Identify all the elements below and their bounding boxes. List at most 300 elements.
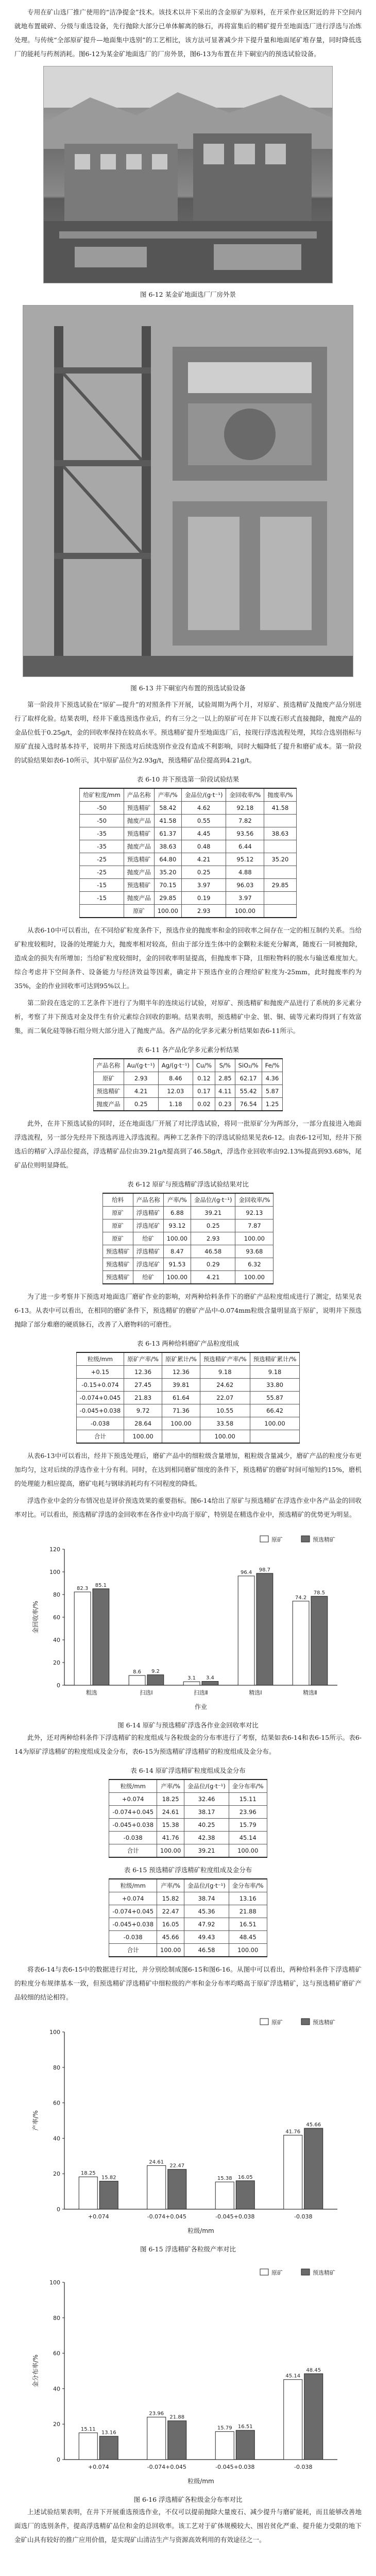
table-6-14 <box>109 1779 267 1858</box>
x-axis-label: 作业 <box>194 1703 208 1710</box>
table-cell: 100.00 <box>250 1417 300 1430</box>
table-cell: 浮选精矿 <box>133 1245 163 1258</box>
table-row <box>76 1404 300 1417</box>
table-cell: 27.45 <box>124 1379 162 1392</box>
table-cell: 28.64 <box>124 1417 162 1430</box>
table-cell: 100.00 <box>163 1271 191 1284</box>
chart-container <box>14 2011 362 2238</box>
table-cell: 38.17 <box>184 1806 229 1819</box>
table-cell: 39.21 <box>191 1207 235 1219</box>
column-header: 产品名称 <box>93 1059 124 1072</box>
table-cell: 合计 <box>76 1430 124 1444</box>
table-cell: -0.074+0.045 <box>109 1806 157 1819</box>
data-label: 15.38 <box>217 2176 232 2182</box>
table-cell: 9.18 <box>200 1366 250 1379</box>
y-tick-label: 80 <box>53 2314 60 2321</box>
table-cell: 38.74 <box>184 1892 229 1905</box>
x-tick-label: -0.045+0.038 <box>215 2213 255 2220</box>
y-tick-label: 0 <box>57 1682 60 1689</box>
plant-exterior-illustration <box>44 66 332 283</box>
bar-series-b <box>236 2181 254 2209</box>
table-cell: 15.38 <box>157 1819 184 1832</box>
chart-container <box>14 1529 362 1714</box>
table-row <box>109 1931 267 1944</box>
table-cell: 预选精矿 <box>102 1271 133 1284</box>
table-cell: 39.81 <box>162 1379 200 1392</box>
figure-caption: 图 6-13 井下硐室内布置的预选试验设备 <box>130 684 246 692</box>
table-cell: 33.80 <box>250 1379 300 1392</box>
table-cell <box>264 840 296 853</box>
y-tick-label: 40 <box>53 2135 60 2142</box>
legend-label: 预选精矿 <box>313 2269 335 2276</box>
table-cell: 6.88 <box>163 1207 191 1219</box>
y-axis-label: 金分布率/% <box>32 2354 39 2387</box>
bar-series-a <box>147 2165 166 2209</box>
table-cell: 21.88 <box>229 1905 267 1918</box>
table-row <box>80 879 296 892</box>
y-tick-label: 60 <box>53 1614 60 1621</box>
table-cell: 抛废产品 <box>124 815 154 827</box>
table-cell: 29.85 <box>264 879 296 892</box>
table-cell: 24.61 <box>157 1806 184 1819</box>
x-tick-label: -0.074+0.045 <box>147 2213 186 2220</box>
table-cell: 100.00 <box>157 1844 184 1858</box>
paragraph: 从表6-13中可以看出，经井下预选处理后，磨矿产品中的细粒级含量增加，粗粒级含量减少，磨矿产品的粒度分布更加均匀，这对后续的浮选作业十分有利。同时，在达到相同磨矿细度的条件下，预选精矿的磨矿时间可缩短约15%，磨机的处理能力相应提高，磨矿电耗与钢球消耗均有不同程度的降低。 <box>14 1452 362 1487</box>
table-cell: 9.18 <box>250 1366 300 1379</box>
table-cell: 4.21 <box>181 853 226 866</box>
data-label: 82.3 <box>76 1585 89 1591</box>
table-row <box>102 1245 274 1258</box>
column-header: S/% <box>215 1059 235 1072</box>
table-cell: +0.15 <box>76 1366 124 1379</box>
y-tick-label: 60 <box>53 2350 60 2357</box>
table-cell: 8.46 <box>158 1072 193 1085</box>
table-cell: 原矿 <box>93 1072 124 1085</box>
column-header: 原矿产率/% <box>124 1352 162 1366</box>
table-cell: 48.45 <box>229 1931 267 1944</box>
table-row <box>93 1072 283 1085</box>
table-header-row <box>93 1059 283 1072</box>
table-cell: -0.038 <box>109 1832 157 1844</box>
table-cell: -35 <box>80 827 124 840</box>
data-label: 21.88 <box>169 2414 185 2420</box>
table-cell: 0.29 <box>191 1258 235 1271</box>
table-cell: 100.00 <box>235 1232 274 1245</box>
table-cell: 64.80 <box>154 853 181 866</box>
table-cell: 原矿 <box>102 1219 133 1232</box>
table-cell: -0.074+0.045 <box>109 1905 157 1918</box>
table-cell: 抛废产品 <box>124 840 154 853</box>
table-cell: 40.25 <box>184 1819 229 1832</box>
table-cell <box>250 1430 300 1444</box>
column-header: 金品位/(g·t⁻¹) <box>184 1780 229 1793</box>
table-cell: 给矿 <box>133 1271 163 1284</box>
table-cell: 0.25 <box>191 1219 235 1232</box>
y-tick-label: 20 <box>53 1659 60 1666</box>
x-tick-label: -0.045+0.038 <box>215 2464 255 2470</box>
table-body <box>109 1793 267 1858</box>
table-row <box>76 1366 300 1379</box>
table-caption: 表 6-12 原矿与预选精矿浮选试验结果对比 <box>127 1180 249 1188</box>
y-tick-label: 120 <box>49 1546 60 1553</box>
table-cell: 合计 <box>109 1944 157 1957</box>
table-cell: 100.00 <box>157 1944 184 1957</box>
figure-caption: 图 6-16 浮选精矿各粒级金分布率对比 <box>133 2496 243 2503</box>
table-cell: -25 <box>80 853 124 866</box>
y-tick-label: 100 <box>49 2029 60 2036</box>
table-cell: 抛废产品 <box>124 892 154 905</box>
y-tick-label: 0 <box>57 2456 60 2463</box>
table-caption: 表 6-13 两种给料磨矿产品粒度组成 <box>136 1340 240 1347</box>
table-row <box>102 1207 274 1219</box>
table-cell: 浮选尾矿 <box>133 1219 163 1232</box>
table-cell: 35.20 <box>154 866 181 879</box>
table-cell <box>162 1430 200 1444</box>
table-cell: 55.87 <box>250 1392 300 1404</box>
data-label: 22.47 <box>169 2163 185 2169</box>
paragraph: 上述试验结果表明，在井下开展重选预选作业，不仅可以提前抛除大量废石、减少提升与磨矿能耗，而且能够改善地面选厂的选别条件，提高浮选精矿品位和金的总回收率。该工艺对于矿体规模较大、围岩贫化严重、提升能力受限的地下金矿山具有较好的推广应用价值，是实现矿山清洁生产与资源高效利用的有效途径之一。 <box>14 2508 362 2544</box>
x-tick-label: -0.074+0.045 <box>147 2464 186 2470</box>
table-cell: 浮选精矿 <box>133 1207 163 1219</box>
table-cell: 8.47 <box>163 1245 191 1258</box>
table-cell: 预选精矿 <box>102 1245 133 1258</box>
table-cell: -0.074+0.045 <box>76 1392 124 1404</box>
chart-6-15 <box>28 2011 348 2238</box>
table-cell: 100.00 <box>229 1944 267 1957</box>
data-label: 45.14 <box>285 2373 301 2379</box>
table-cell: 91.53 <box>163 1258 191 1271</box>
column-header: Cu/% <box>193 1059 215 1072</box>
legend-swatch <box>260 1536 268 1542</box>
table-cell: 22.47 <box>157 1905 184 1918</box>
column-header: 预选精矿累计/% <box>250 1352 300 1366</box>
table-caption: 表 6-10 井下预选第一阶段试验结果 <box>136 775 240 783</box>
table-cell: 2.93 <box>181 905 226 918</box>
data-label: 16.05 <box>237 2174 253 2180</box>
column-header: Au/(g·t⁻¹) <box>124 1059 158 1072</box>
table-cell: 2.85 <box>215 1072 235 1085</box>
table-cell: -35 <box>80 840 124 853</box>
table-cell: 预选精矿 <box>124 879 154 892</box>
table-row <box>80 827 296 840</box>
column-header: 粒级/mm <box>76 1352 124 1366</box>
y-tick-label: 0 <box>57 2206 60 2213</box>
paragraph: 专用在矿山选厂推广使用的“洁净提金”技术。该技术以井下采出的含金原矿为原料，在开采作业区附近的井下空间内就地布置破碎、分级与重选设备，先行抛除大部分已单体解离的脉石，再将富集后的精矿提升至地面选厂进行浮选与冶炼处理。与传统“全部原矿提升—地面集中选别”的工艺相比，该方法可显著减少井下提升量和地面尾矿堆存量，同时降低选厂的能耗与药剂消耗。图6-12为某金矿地面选厂的厂房外景，图6-13为布置在井下硐室内的预选试验设备。 <box>14 8 362 58</box>
data-label: 3.1 <box>187 1675 196 1682</box>
bar-series-b <box>99 2436 118 2460</box>
column-header: 金回收率/% <box>235 1193 274 1207</box>
bar-series-a <box>215 2432 234 2460</box>
data-label: 15.79 <box>217 2425 232 2431</box>
table-body <box>80 802 296 918</box>
table-cell: 24.62 <box>200 1379 250 1392</box>
underground-equipment-illustration <box>23 306 353 676</box>
column-header: 产率/% <box>157 1879 184 1892</box>
table-cell: 4.45 <box>181 827 226 840</box>
table-cell: 抛废产品 <box>93 1098 124 1111</box>
table-cell: 41.58 <box>154 815 181 827</box>
table-body <box>102 1207 274 1284</box>
table-cell: 给矿 <box>133 1232 163 1245</box>
table-cell: 55.42 <box>235 1085 262 1098</box>
table-cell: 76.54 <box>235 1098 262 1111</box>
table-cell: 39.21 <box>184 1844 229 1858</box>
table-cell: 9.72 <box>124 1404 162 1417</box>
table-cell <box>264 905 296 918</box>
table-row <box>80 802 296 815</box>
table-row <box>102 1271 274 1284</box>
table-cell: 6.32 <box>235 1258 274 1271</box>
column-header: 预选精矿产率/% <box>200 1352 250 1366</box>
data-label: 9.2 <box>151 1668 160 1674</box>
chart-6-16 <box>28 2262 348 2488</box>
table-cell: 46.58 <box>184 1944 229 1957</box>
data-label: 85.1 <box>95 1582 107 1588</box>
x-tick-label: 扫选Ⅱ <box>194 1689 208 1696</box>
table-row <box>80 892 296 905</box>
table-cell: 18.25 <box>157 1793 184 1806</box>
legend-swatch <box>301 1536 310 1542</box>
column-header: 金分布率/% <box>229 1879 267 1892</box>
legend-label: 原矿 <box>271 1536 283 1543</box>
table-cell: 4.21 <box>124 1085 158 1098</box>
table-row <box>109 1819 267 1832</box>
table-cell: -0.045+0.038 <box>76 1404 124 1417</box>
table-row <box>102 1219 274 1232</box>
table-cell: 92.18 <box>226 802 264 815</box>
table-6-12 <box>102 1193 274 1284</box>
table-cell: 0.48 <box>181 840 226 853</box>
x-axis-label: 粒级/mm <box>187 2227 214 2234</box>
table-cell: 4.62 <box>181 802 226 815</box>
bar-series-a <box>284 2135 302 2209</box>
table-row <box>109 1832 267 1844</box>
table-cell: 38.63 <box>154 840 181 853</box>
table-cell: -0.038 <box>76 1417 124 1430</box>
data-label: 24.61 <box>149 2159 164 2165</box>
y-tick-label: 100 <box>49 1569 60 1575</box>
table-cell: 33.58 <box>200 1417 250 1430</box>
table-header-row <box>76 1352 300 1366</box>
table-cell: 4.88 <box>226 866 264 879</box>
x-tick-label: 粗选 <box>86 1689 97 1696</box>
table-cell: 71.36 <box>162 1404 200 1417</box>
legend-swatch <box>260 2269 268 2275</box>
table-cell: 0.55 <box>181 815 226 827</box>
data-label: 48.45 <box>306 2367 321 2374</box>
column-header: 金品位/(g·t⁻¹) <box>181 788 226 802</box>
legend-swatch <box>301 2019 310 2025</box>
table-header-row <box>102 1193 274 1207</box>
table-6-10 <box>79 788 296 918</box>
chart-6-14 <box>28 1529 348 1714</box>
figure-6-13 <box>14 305 362 693</box>
table-cell: 12.36 <box>162 1366 200 1379</box>
bar-series-a <box>284 2380 302 2460</box>
data-label: 45.66 <box>306 2122 321 2128</box>
figure-caption: 图 6-12 某金矿地面选厂厂房外景 <box>140 291 236 298</box>
table-cell: 32.46 <box>184 1793 229 1806</box>
table-cell: 2.93 <box>124 1072 158 1085</box>
table-cell: 12.36 <box>124 1366 162 1379</box>
table-cell: 16.51 <box>229 1918 267 1931</box>
table-row <box>80 840 296 853</box>
table-cell: 原矿 <box>102 1207 133 1219</box>
table-cell: 45.66 <box>157 1931 184 1944</box>
table-cell: 61.37 <box>154 827 181 840</box>
underground-equipment-photo <box>23 305 353 677</box>
table-cell: 0.19 <box>181 892 226 905</box>
table-cell: -0.045+0.038 <box>109 1819 157 1832</box>
column-header: 金分布率/% <box>229 1780 267 1793</box>
data-label: 74.2 <box>295 1595 307 1601</box>
table-cell: 70.15 <box>154 879 181 892</box>
bar-series-a <box>79 2177 97 2209</box>
column-header: 给料 <box>102 1193 133 1207</box>
table-cell: 15.79 <box>229 1819 267 1832</box>
figure-6-12 <box>14 66 362 300</box>
column-header: Ag/(g·t⁻¹) <box>158 1059 193 1072</box>
y-tick-label: 20 <box>53 2421 60 2428</box>
table-cell <box>80 905 124 918</box>
column-header: 金品位/(g·t⁻¹) <box>191 1193 235 1207</box>
table-row <box>80 866 296 879</box>
bar-series-a <box>129 1675 145 1685</box>
figure-caption: 图 6-15 浮选精矿各粒级产率对比 <box>140 2245 236 2253</box>
table-cell: 合计 <box>109 1844 157 1858</box>
table-cell: 100.00 <box>229 1844 267 1858</box>
table-cell: 1.25 <box>262 1098 283 1111</box>
column-header: 产率/% <box>157 1780 184 1793</box>
paragraph: 第二阶段在选定的工艺条件下进行了为期半年的连续运行试验，对原矿、预选精矿和抛废产品进行了系统的多元素分析，考察了井下预选对金及伴生有价元素综合回收的影响。结果表明，预选精矿中金、银、铜、硫等元素均得到了有效富集，而二氧化硅等脉石组分则大部分进入了抛废产品。各产品的化学多元素分析结果如表6-11所示。 <box>14 999 362 1035</box>
data-label: 3.4 <box>206 1675 214 1681</box>
table-row <box>76 1392 300 1404</box>
data-label: 18.25 <box>80 2171 96 2177</box>
table-cell: 45.36 <box>184 1905 229 1918</box>
paragraph: 第一阶段井下预选试验在“原矿—提升”的对照条件下开展，试验周期为两个月，对原矿、预选精矿及抛废产品分别进行了取样化验。结果表明，经井下重选预选作业后，约有三分之一以上的原矿可在井下以废石形式直接抛除，抛废产品的金品位低于0.25g/t，金的回收率保持在较高水平。预选精矿提升至地面选厂后，按现行浮选流程处理，其综合选别指标与原矿直接入选时基本持平，说明井下预选对后续选别作业没有造成不利影响，同时大幅降低了提升和磨矿成本。第一阶段的试验结果如表6-10所示，其中原矿品位为2.93g/t，预选精矿品位提高到4.21g/t。 <box>14 701 362 764</box>
bar-series-b <box>304 2128 323 2209</box>
table-cell <box>264 866 296 879</box>
x-tick-label: 扫选Ⅰ <box>140 1689 153 1696</box>
table-cell: 100.00 <box>163 1232 191 1245</box>
column-header: 产率/% <box>163 1193 191 1207</box>
table-6-11 <box>93 1058 283 1111</box>
table-header-row <box>109 1879 267 1892</box>
y-tick-label: 40 <box>53 1637 60 1643</box>
table-cell: 预选精矿 <box>124 802 154 815</box>
table-row <box>109 1793 267 1806</box>
table-body <box>109 1892 267 1957</box>
x-tick-label: -0.038 <box>294 2464 313 2470</box>
paragraph: 为了进一步考察井下预选对地面选厂磨矿作业的影响，对两种给料条件下的磨矿产品粒度组成进行了测定，结果见表6-13。从表中可以看出，在相同的磨矿条件下，预选精矿的磨矿产品中-0.074mm粒级含量明显高于原矿，说明井下预选抛除了部分难磨的硬质脉石，改善了入磨物料的可磨性。 <box>14 1293 362 1328</box>
table-cell: -0.045+0.038 <box>109 1918 157 1931</box>
table-row <box>102 1232 274 1245</box>
table-cell: 22.07 <box>200 1392 250 1404</box>
table-cell: 93.12 <box>163 1219 191 1232</box>
data-label: 96.4 <box>240 1569 252 1575</box>
table-cell: 100.00 <box>226 905 264 918</box>
table-cell: 66.42 <box>250 1404 300 1417</box>
bar-series-a <box>238 1576 254 1685</box>
legend-label: 原矿 <box>271 2019 283 2026</box>
table-cell: +0.074 <box>109 1793 157 1806</box>
data-label: 41.76 <box>285 2129 301 2135</box>
bar-series-b <box>93 1589 109 1685</box>
table-cell: 100.00 <box>124 1430 162 1444</box>
bar-series-b <box>202 1682 218 1685</box>
table-row <box>76 1417 300 1430</box>
plant-exterior-photo <box>43 66 333 283</box>
table-cell: 0.23 <box>215 1098 235 1111</box>
bar-series-b <box>257 1573 273 1685</box>
y-tick-label: 100 <box>49 2279 60 2286</box>
table-cell <box>264 892 296 905</box>
legend-label: 预选精矿 <box>313 1536 335 1543</box>
table-body <box>93 1072 283 1111</box>
table-cell: -0.038 <box>109 1931 157 1944</box>
table-cell: 13.16 <box>229 1892 267 1905</box>
data-label: 8.6 <box>133 1669 142 1675</box>
legend-label: 预选精矿 <box>313 2019 335 2026</box>
table-cell: 61.64 <box>162 1392 200 1404</box>
table-6-15 <box>109 1878 267 1957</box>
table-cell: 0.25 <box>181 866 226 879</box>
table-header-row <box>109 1780 267 1793</box>
y-tick-label: 40 <box>53 2385 60 2393</box>
paragraph: 此外，在井下预选试验的同时，还在地面选厂开展了对比浮选试验，将同一批原矿分为两部分，一部分直接进入地面浮选流程，另一部分先经井下预选再进入浮选流程。两种工艺条件下的浮选试验结果见表6-12。由表6-12可知，经井下预选后的精矿入浮品位提高，浮选精矿品位由39.21g/t提高到了46.58g/t，浮选作业回收率由92.13%提高到93.68%，尾矿品位则明显降低。 <box>14 1120 362 1169</box>
table-cell: 100.00 <box>200 1430 250 1444</box>
table-cell: 16.05 <box>157 1918 184 1931</box>
table-cell: 21.83 <box>124 1392 162 1404</box>
table-cell: 15.82 <box>157 1892 184 1905</box>
table-row <box>109 1944 267 1957</box>
figure-caption: 图 6-14 原矿与预选精矿浮选各作业金回收率对比 <box>117 1721 259 1729</box>
table-cell: 47.92 <box>184 1918 229 1931</box>
table-caption: 表 6-14 原矿浮选精矿粒度组成及金分布 <box>130 1767 246 1774</box>
table-cell: 42.38 <box>184 1832 229 1844</box>
table-cell: 93.68 <box>235 1245 274 1258</box>
table-cell: 95.12 <box>226 853 264 866</box>
table-cell: 抛废产品 <box>124 866 154 879</box>
table-row <box>80 905 296 918</box>
bar-series-b <box>311 1596 328 1685</box>
table-row <box>102 1258 274 1271</box>
table-cell: -50 <box>80 815 124 827</box>
data-label: 16.51 <box>237 2424 253 2430</box>
table-row <box>76 1430 300 1444</box>
table-cell: 49.43 <box>184 1931 229 1944</box>
column-header: SiO₂/% <box>235 1059 262 1072</box>
bar-series-a <box>79 2433 97 2460</box>
table-cell: 46.58 <box>191 1245 235 1258</box>
table-cell: 100.00 <box>162 1417 200 1430</box>
x-tick-label: +0.074 <box>88 2213 109 2220</box>
bar-series-b <box>99 2181 118 2209</box>
table-cell: 预选精矿 <box>102 1258 133 1271</box>
table-cell: 7.87 <box>235 1219 274 1232</box>
table-cell: 4.21 <box>191 1271 235 1284</box>
table-cell: -0.15+0.074 <box>76 1379 124 1392</box>
column-header: 金回收率/% <box>226 788 264 802</box>
column-header: 金品位/(g·t⁻¹) <box>184 1879 229 1892</box>
table-caption: 表 6-11 各产品化学多元素分析结果 <box>136 1046 240 1054</box>
table-cell: 38.63 <box>264 827 296 840</box>
bar-series-b <box>304 2374 323 2460</box>
data-label: 15.11 <box>80 2427 96 2433</box>
table-cell: 预选精矿 <box>93 1085 124 1098</box>
table-cell: 7.82 <box>226 815 264 827</box>
column-header: 原矿累计/% <box>162 1352 200 1366</box>
